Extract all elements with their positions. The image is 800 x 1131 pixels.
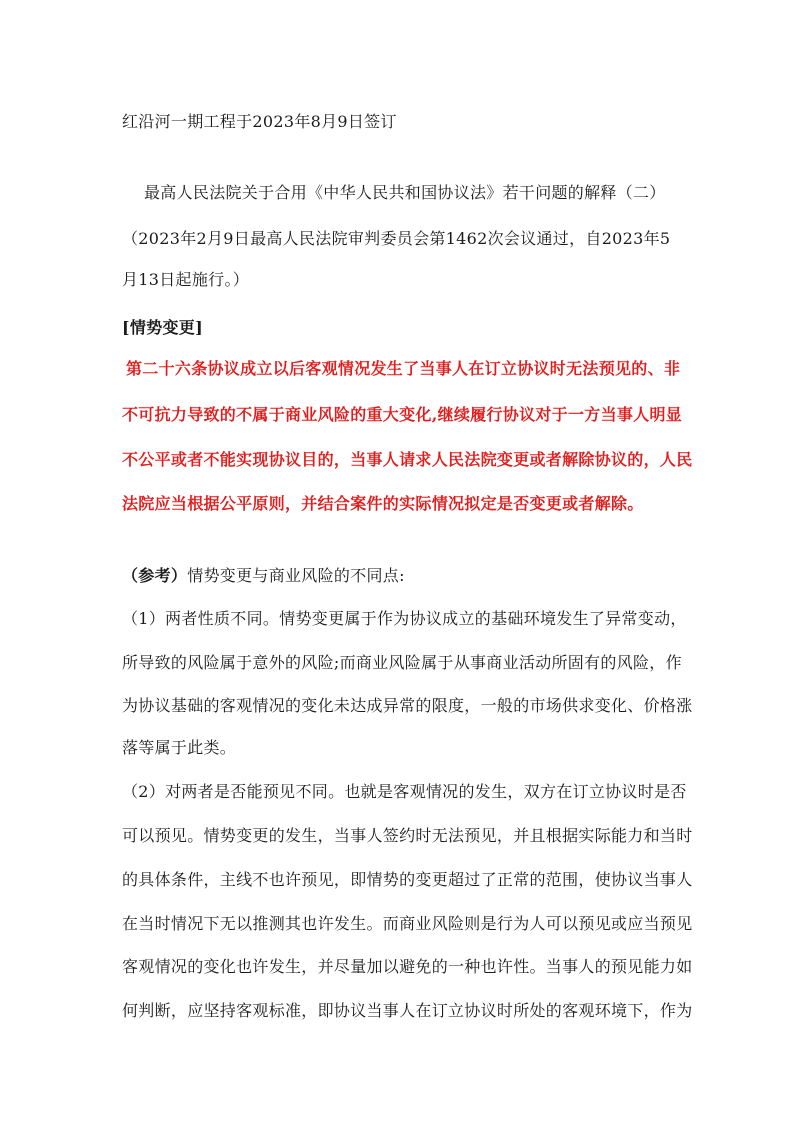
- section-heading: [情势变更]: [122, 318, 203, 337]
- point-2-line-4: 在当时情况下无以推测其也许发生。而商业风险则是行为人可以预见或应当预见: [122, 914, 693, 933]
- point-2-line-6: 何判断，应坚持客观标准，即协议当事人在订立协议时所处的客观环境下，作为: [122, 1001, 693, 1020]
- document-title: 最高人民法院关于合用《中华人民共和国协议法》若干问题的解释（二）: [144, 183, 666, 202]
- article-26-line-1: 第二十六条协议成立以后客观情况发生了当事人在订立协议时无法预见的、非: [126, 359, 681, 378]
- reference-intro: [122, 566, 692, 586]
- article-26-line-3: 不公平或者不能实现协议目的，当事人请求人民法院变更或者解除协议的，人民: [122, 450, 693, 469]
- adoption-note-line-1: （2023年2月9日最高人民法院审判委员会第1462次会议通过，自2023年5: [122, 229, 671, 248]
- point-2-line-5: 客观情况的变化也许发生，并尽量加以避免的一种也许性。当事人的预见能力如: [122, 957, 693, 976]
- point-1-line-3: 为协议基础的客观情况的变化未达成异常的限度，一般的市场供求变化、价格涨: [122, 696, 693, 715]
- article-26-line-4: 法院应当根据公平原则，并结合案件的实际情况拟定是否变更或者解除。: [122, 494, 644, 513]
- point-1-line-4: 落等属于此类。: [122, 738, 237, 757]
- adoption-note-line-2: 月13日起施行。）: [122, 270, 250, 289]
- reference-text: 情势变更与商业风险的不同点:: [187, 566, 405, 585]
- article-26-line-2: 不可抗力导致的不属于商业风险的重大变化,继续履行协议对于一方当事人明显: [122, 405, 683, 424]
- point-2-line-3: 的具体条件，主线不也许预见，即情势的变更超过了正常的范围，使协议当事人: [122, 870, 693, 889]
- point-2-line-1: （2）对两者是否能预见不同。也就是客观情况的发生，双方在订立协议时是否: [122, 782, 687, 801]
- point-1-line-1: （1）两者性质不同。情势变更属于作为协议成立的基础环境发生了异常变动，: [122, 609, 687, 628]
- point-2-line-2: 可以预见。情势变更的发生，当事人签约时无法预见，并且根据实际能力和当时: [122, 826, 693, 845]
- signing-note: 红沿河一期工程于2023年8月9日签订: [122, 112, 397, 131]
- point-1-line-2: 所导致的风险属于意外的风险;而商业风险属于从事商业活动所固有的风险，作: [122, 653, 682, 672]
- reference-label: （参考）: [122, 566, 188, 585]
